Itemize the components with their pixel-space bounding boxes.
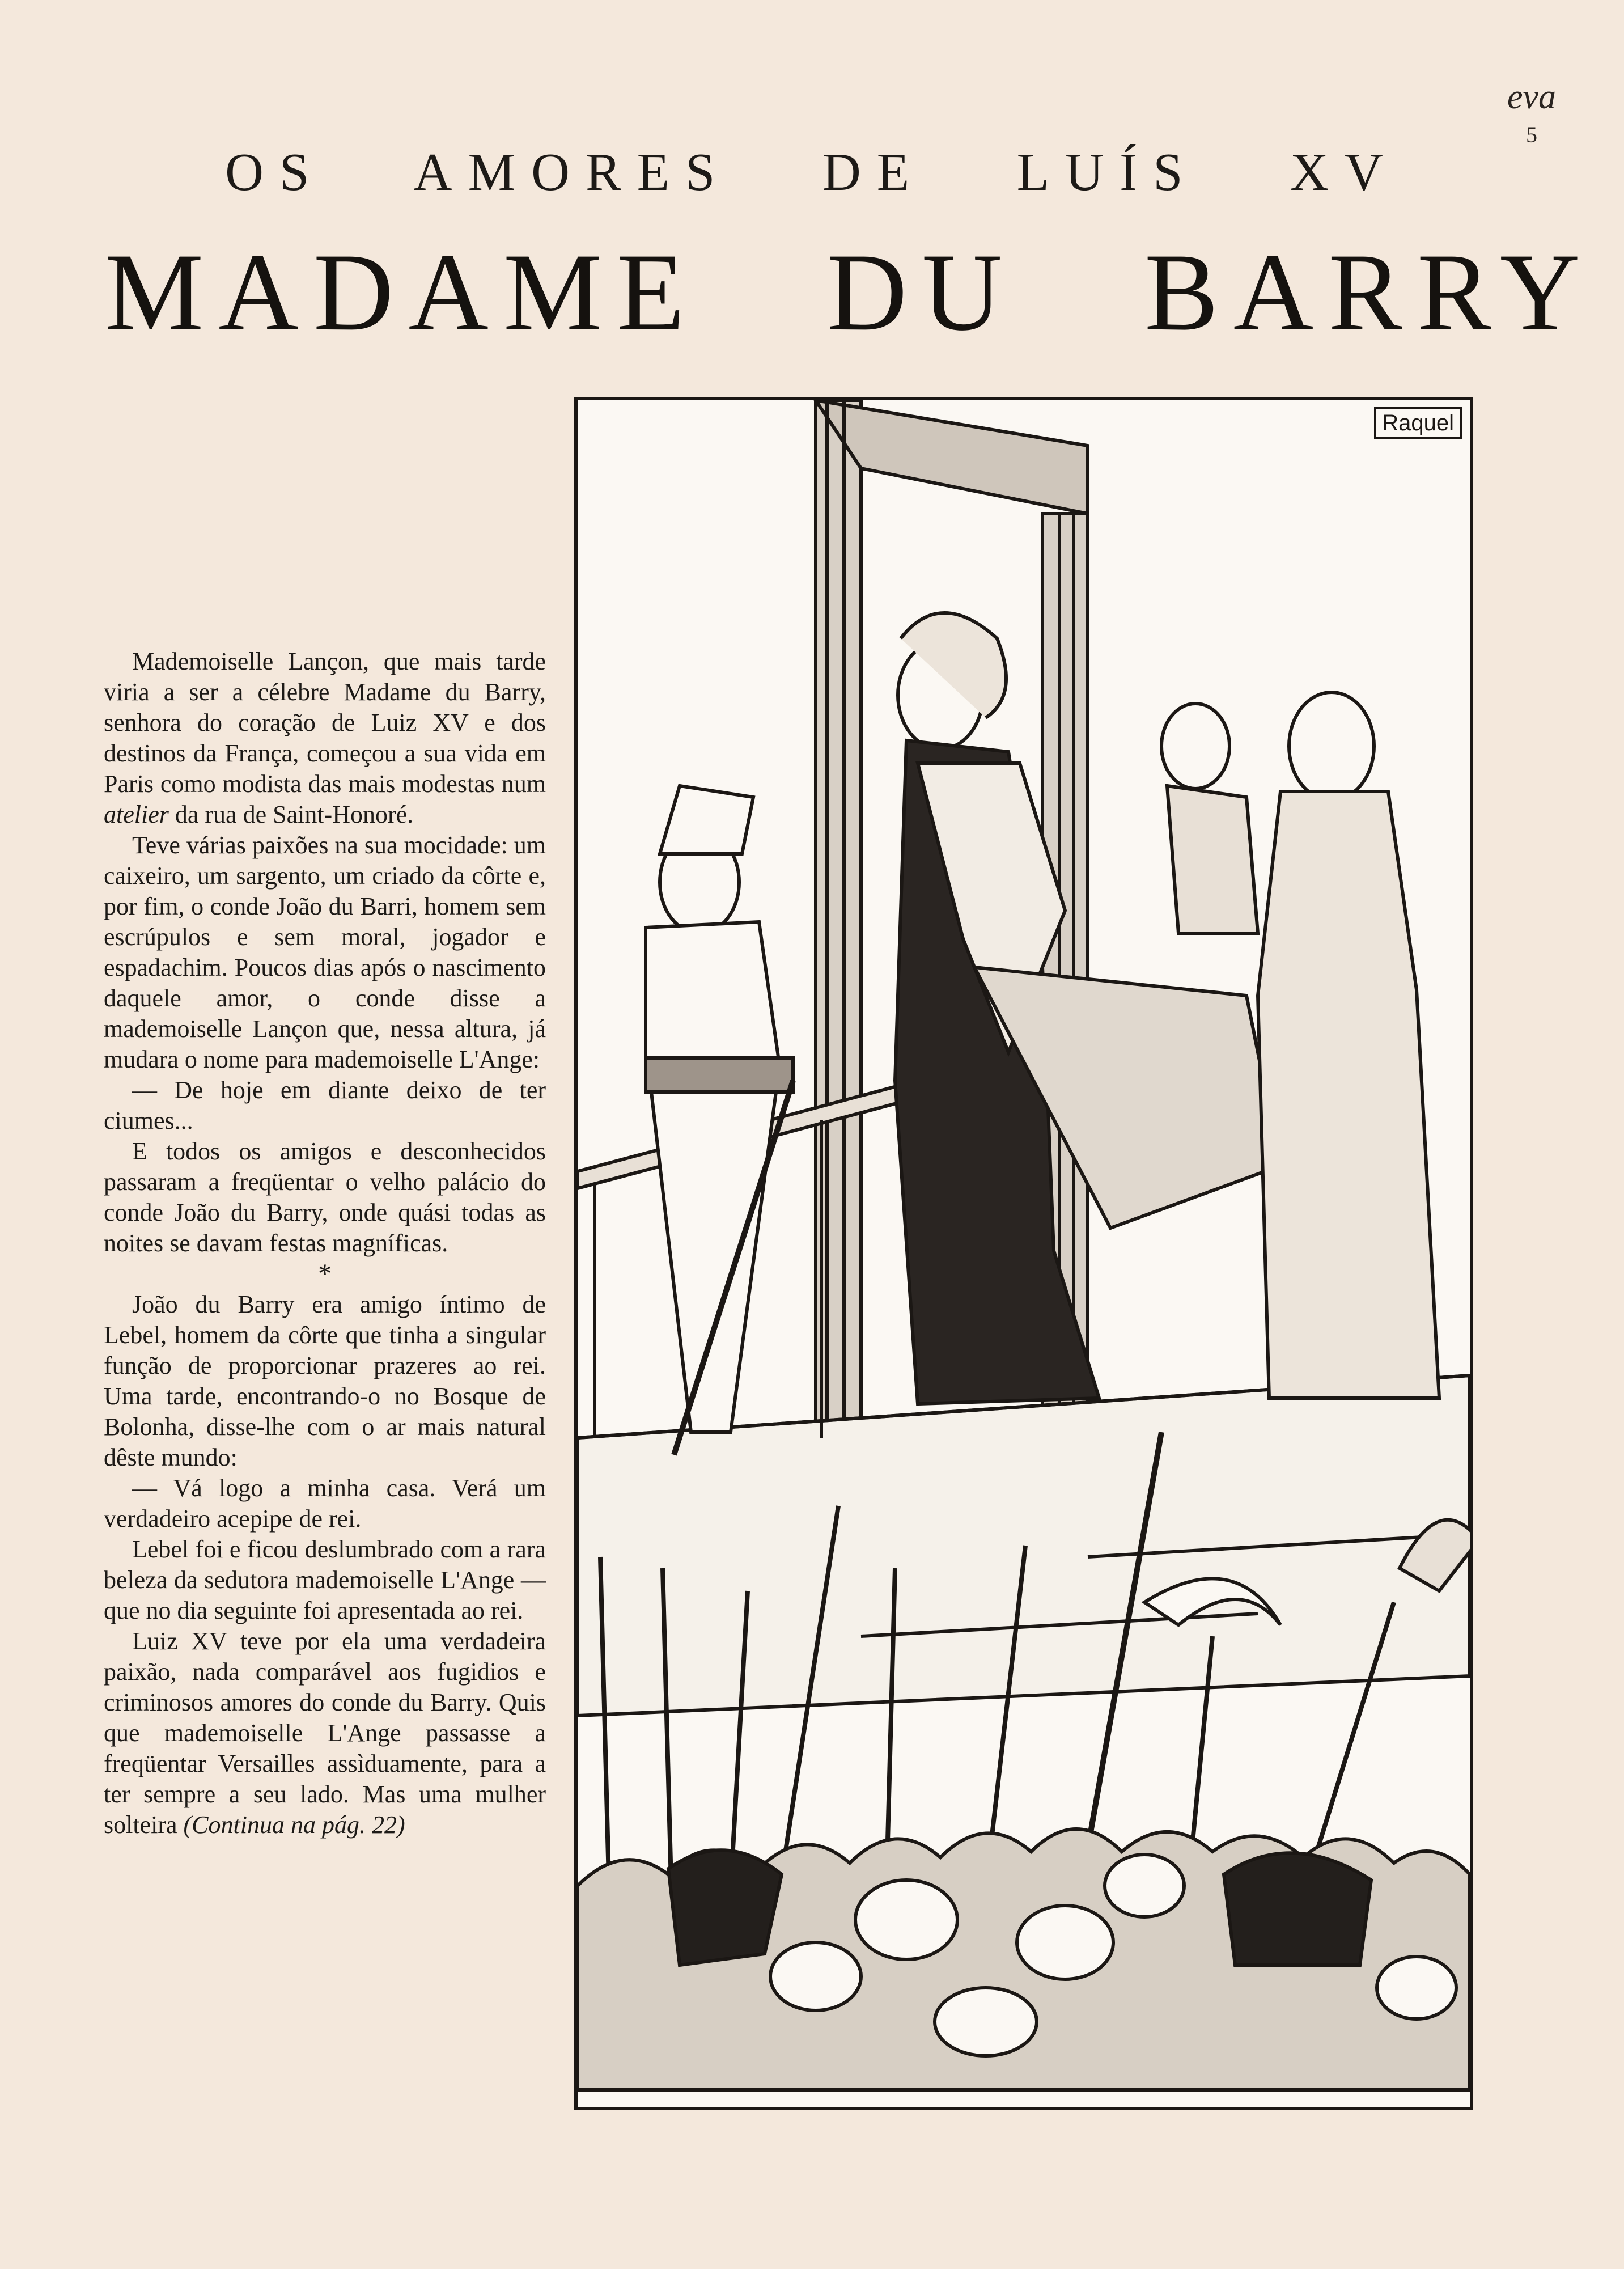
paragraph: Teve várias paixões na sua mocidade: um caixeiro, um sargento, um criado da côrte e, por fim, o conde João du Barri, homem sem escrúpulos e sem moral, jogador e espadachim. Poucos dias após o nascimento daquele amor, o conde disse a mademoiselle Lançon que, nessa altura, já mudara o nome para mademoiselle L'Ange:: [104, 831, 546, 1073]
paragraph: Mademoiselle Lançon, que mais tarde viria a ser a célebre Madame du Barry, senhora do coração de Luiz XV e dos destinos da França, começou a sua vida em Paris como modista das mais modestas num atelier da rua de Saint-Honoré.: [104, 647, 546, 828]
section-separator: *: [318, 1259, 332, 1289]
continuation-note: (Continua na pág. 22): [183, 1811, 405, 1839]
paragraph: — De hoje em diante deixo de ter ciumes...: [104, 1076, 546, 1134]
magazine-brand: eva: [1507, 78, 1556, 116]
guillotine-illustration: [574, 397, 1473, 2110]
italic-word: atelier: [104, 801, 169, 828]
paragraph: Luiz XV teve por ela uma verdadeira paixão, nada comparável aos fugidios e criminosos amores do conde du Barry. Quis que mademoiselle L'Ange passasse a freqüentar Versailles assìduamente, para a ter sempre a seu lado. Mas uma mulher solteira (Continua na pág. 22): [104, 1627, 546, 1839]
article-headline: MADAME DU BARRY: [105, 231, 1595, 354]
paragraph: João du Barry era amigo íntimo de Lebel, homem da côrte que tinha a singular função de proporcionar prazeres ao rei. Uma tarde, encontrando-o no Bosque de Bolonha, disse-lhe com o ar mais natural dêste mundo:: [104, 1290, 546, 1471]
illustration-drawing: [578, 400, 1470, 2107]
paragraph: E todos os amigos e desconhecidos passaram a freqüentar o velho palácio do conde João du Barry, onde quási todas as noites se davam festas magníficas.: [104, 1137, 546, 1257]
paragraph: Lebel foi e ficou deslumbrado com a rara beleza da sedutora mademoiselle L'Ange — que no dia seguinte foi apresentada ao rei.: [104, 1535, 546, 1624]
article-kicker: OS AMORES DE LUÍS XV: [225, 143, 1399, 202]
artist-signature: Raquel: [1374, 407, 1462, 439]
article-body: [104, 646, 546, 1840]
masthead: [1507, 79, 1556, 148]
page-number: 5: [1525, 122, 1537, 147]
paragraph: — Vá logo a minha casa. Verá um verdadeiro acepipe de rei.: [104, 1474, 546, 1533]
